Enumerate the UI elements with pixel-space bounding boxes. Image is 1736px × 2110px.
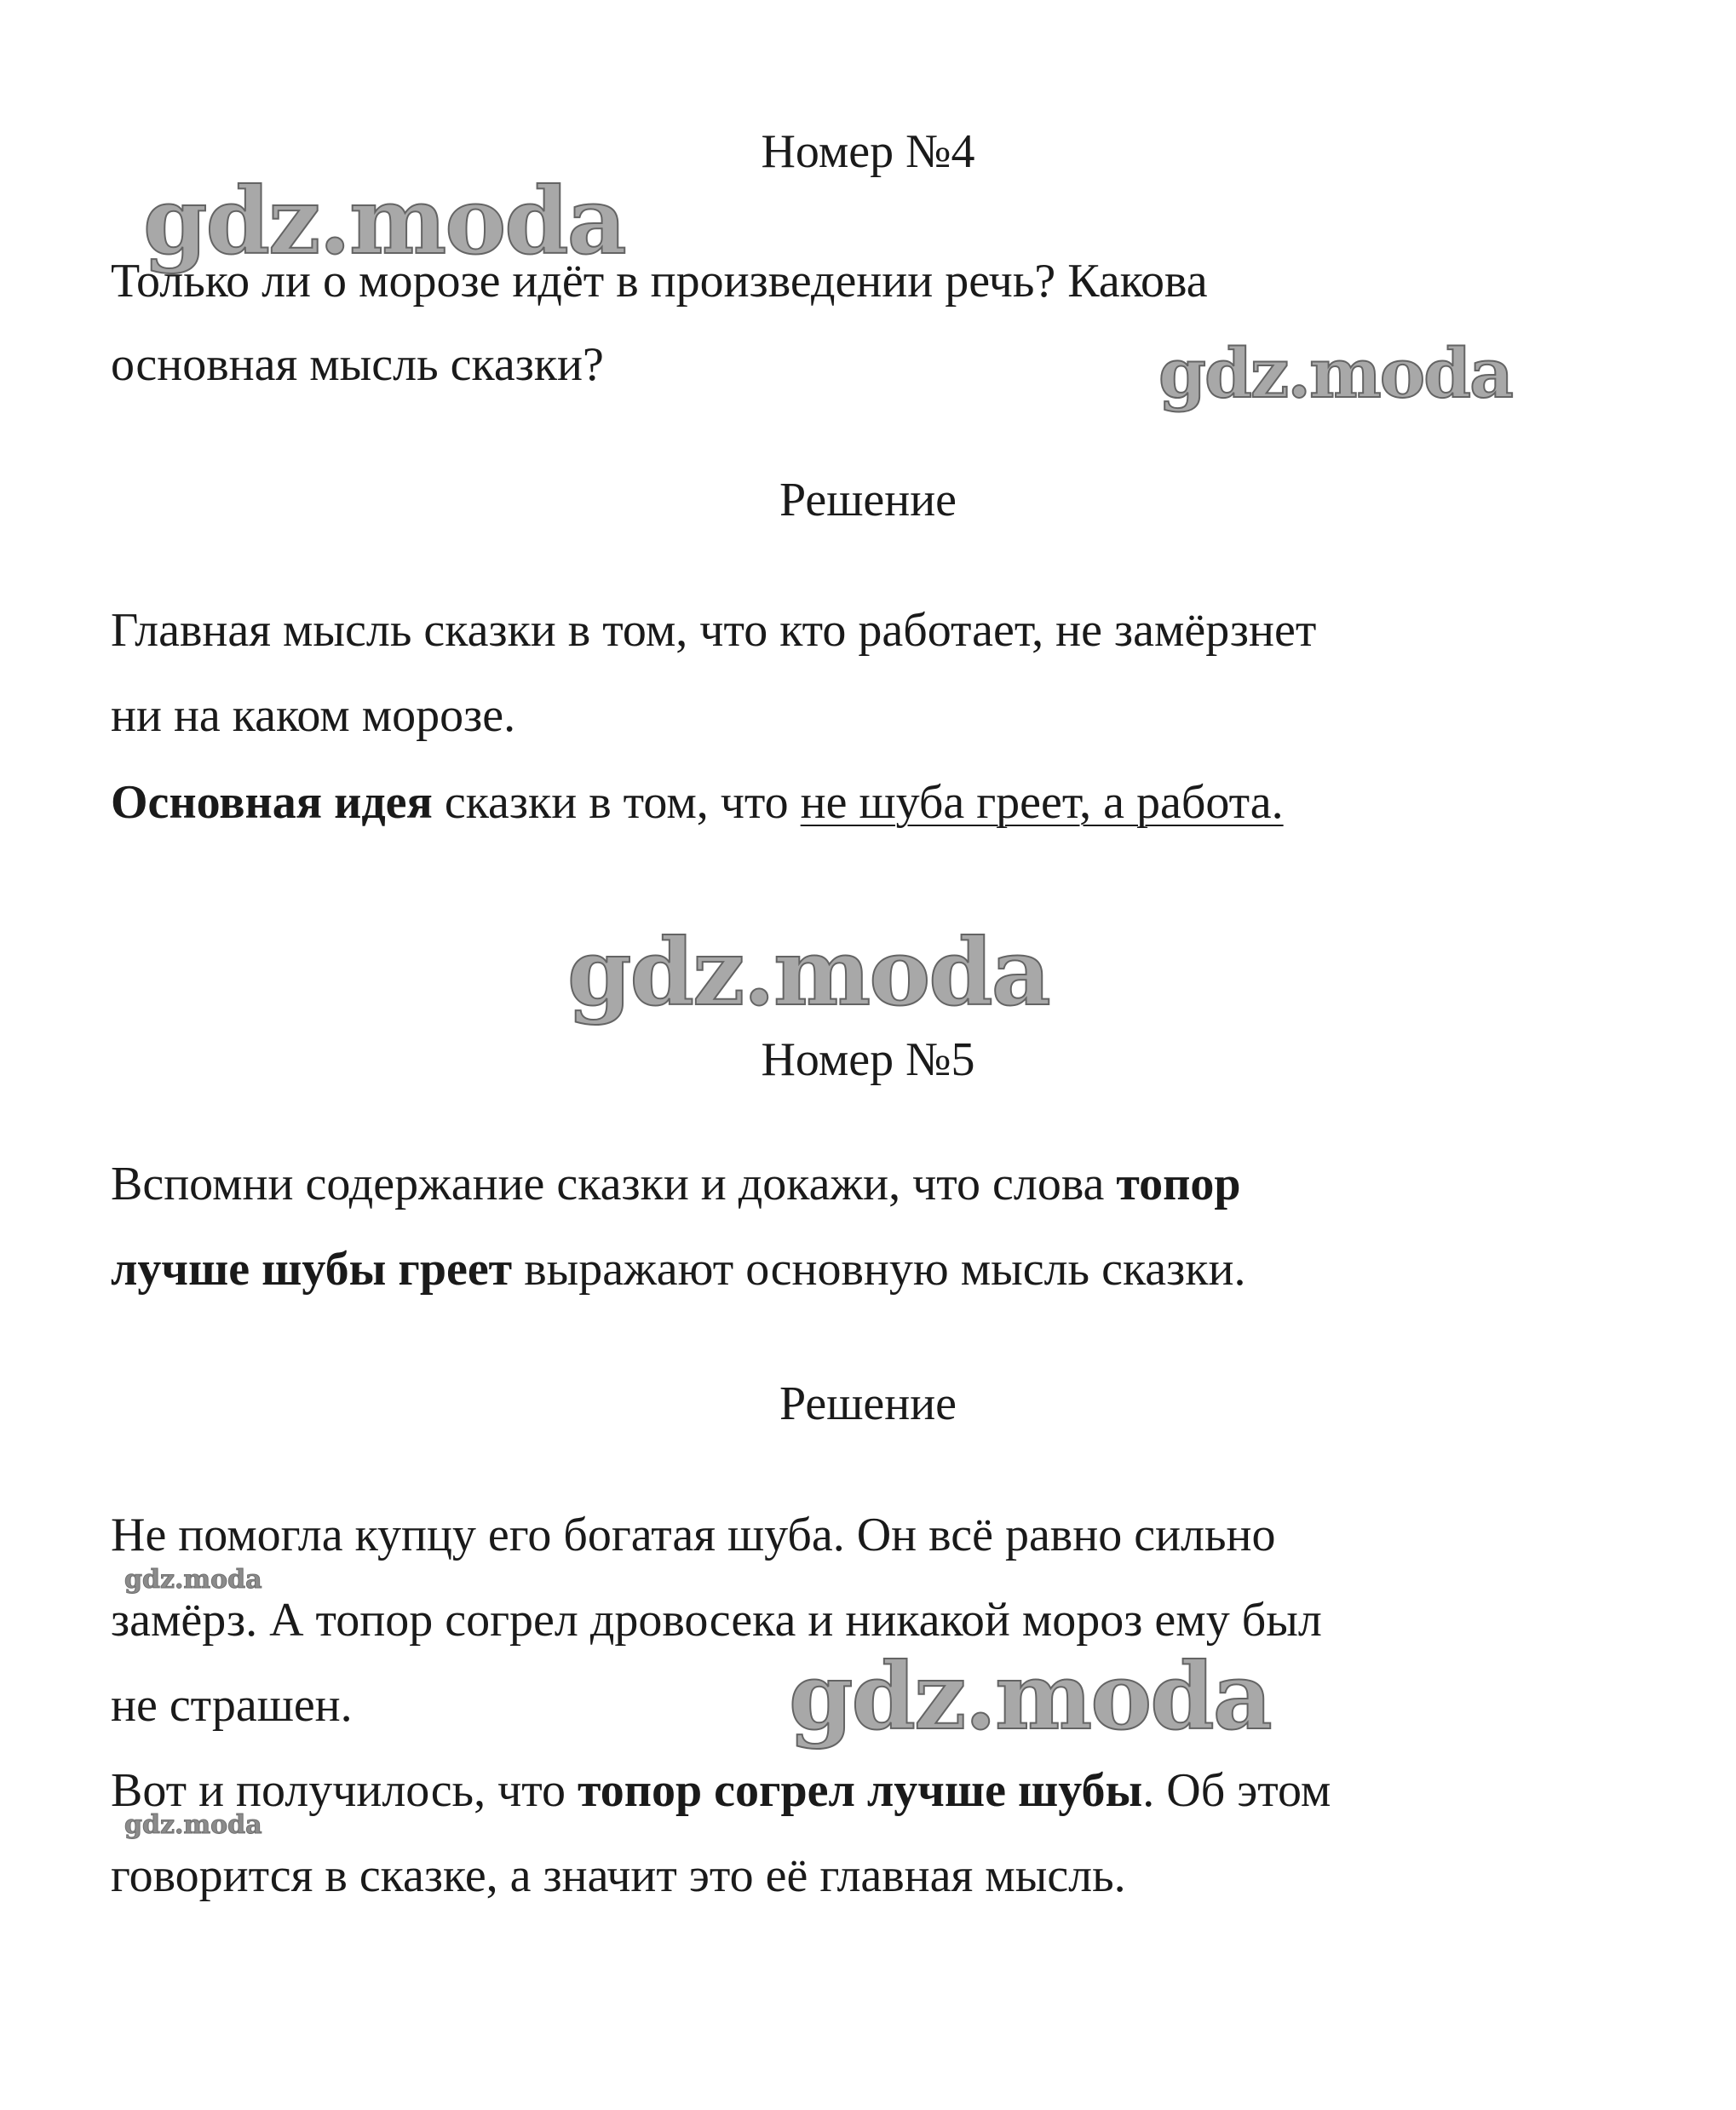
section5-answer-line2: замёрз. А топор согрел дровосека и никакой мороз ему был bbox=[111, 1594, 1322, 1647]
section5-answer-line4 bbox=[111, 1748, 1331, 1833]
section4-question-line1: Только ли о морозе идёт в произведении речь? Какова bbox=[111, 255, 1208, 308]
idea-middle-text: сказки в том, что bbox=[432, 776, 801, 829]
section4-idea-line bbox=[111, 760, 1284, 845]
q5-line1-bold: топор bbox=[1116, 1158, 1241, 1210]
section4-heading: Номер №4 bbox=[761, 125, 975, 178]
section5-answer-line5: говорится в сказке, а значит это её главная мысль. bbox=[111, 1849, 1126, 1902]
section5-answer-line3: не страшен. bbox=[111, 1679, 353, 1732]
watermark-logo: gdz.moda bbox=[789, 1643, 1271, 1751]
section4-answer-line1: Главная мысль сказки в том, что кто работает, не замёрзнет bbox=[111, 604, 1317, 657]
watermark-logo: gdz.moda bbox=[143, 168, 625, 275]
section5-question-line1 bbox=[111, 1141, 1241, 1227]
section4-solution-heading: Решение bbox=[779, 474, 957, 526]
section4-answer-line2: ни на каком морозе. bbox=[111, 689, 516, 742]
watermark-logo: gdz.moda bbox=[567, 919, 1049, 1026]
watermark-logo-small: gdz.moda bbox=[124, 1565, 262, 1595]
q5-line2-bold: лучше шубы греет bbox=[111, 1243, 513, 1296]
idea-bold-text: Основная идея bbox=[111, 776, 433, 829]
watermark-logo: gdz.moda bbox=[1158, 333, 1512, 413]
q5-line2-normal: выражают основную мысль сказки. bbox=[512, 1243, 1246, 1296]
section4-question-line2: основная мысль сказки? bbox=[111, 338, 604, 391]
q5-line1-normal: Вспомни содержание сказки и докажи, что слова bbox=[111, 1158, 1117, 1210]
a5-line4-bold: топор согрел лучше шубы bbox=[578, 1764, 1143, 1817]
section5-question-line2 bbox=[111, 1227, 1245, 1312]
section5-solution-heading: Решение bbox=[779, 1377, 957, 1430]
a5-line4-normal: Вот и получилось, что bbox=[111, 1764, 578, 1817]
a5-line4-end: . Об этом bbox=[1142, 1764, 1331, 1817]
watermark-logo-small: gdz.moda bbox=[124, 1810, 262, 1840]
idea-underlined-text: не шуба греет, а работа. bbox=[800, 776, 1284, 829]
section5-answer-line1: Не помогла купцу его богатая шуба. Он всё равно сильно bbox=[111, 1509, 1276, 1561]
section5-heading: Номер №5 bbox=[761, 1033, 975, 1086]
